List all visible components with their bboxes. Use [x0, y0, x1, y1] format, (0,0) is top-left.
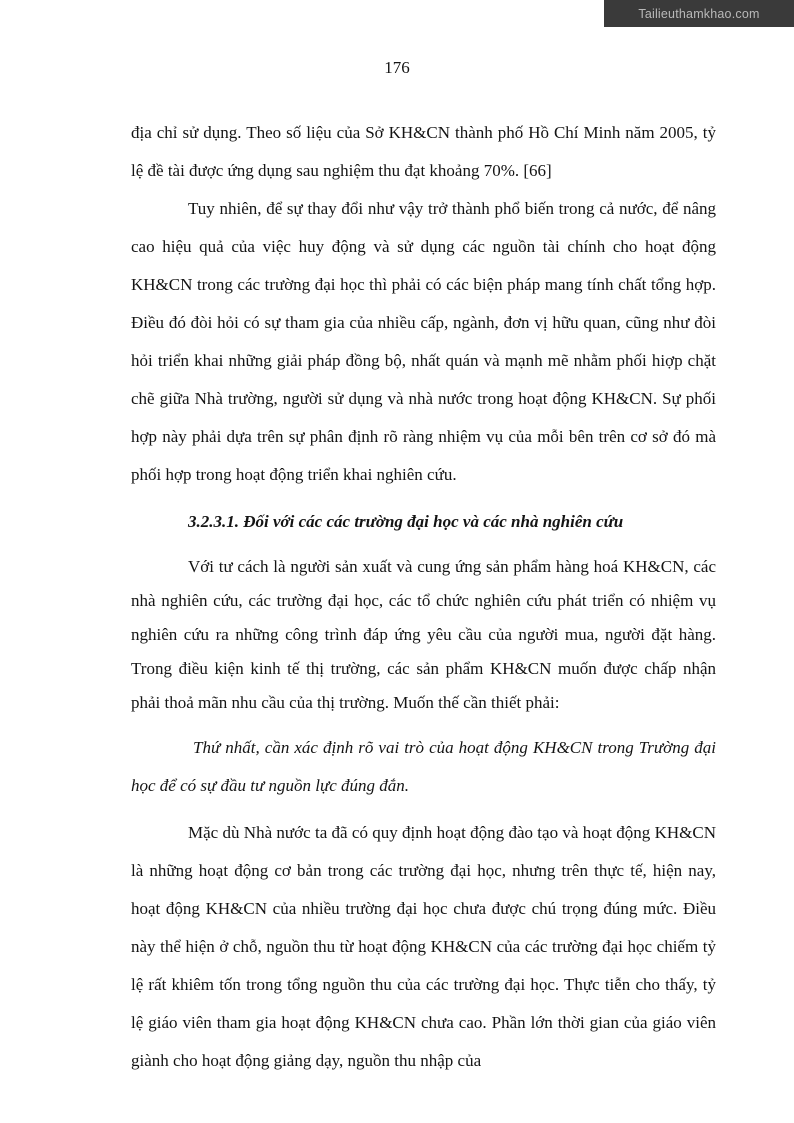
- section-heading-3-2-3-1: 3.2.3.1. Đối với các các trường đại học và các nhà nghiên cứu: [188, 512, 624, 531]
- paragraph-mac-du: Mặc dù Nhà nước ta đã có quy định hoạt động đào tạo và hoạt động KH&CN là những hoạt động cơ bản trong các trường đại học, nhưng trên thực tế, hiện nay, hoạt động KH&CN của nhiều trường đại học chưa được chú trọng đúng mức. Điều này thể hiện ở chỗ, nguồn thu từ hoạt động KH&CN của các trường đại học chiếm tỷ lệ rất khiêm tốn trong tổng nguồn thu của các trường đại học. Thực tiễn cho thấy, tỷ lệ giáo viên tham gia hoạt động KH&CN chưa cao. Phần lớn thời gian của giáo viên giành cho hoạt động giảng dạy, nguồn thu nhập của: [131, 823, 716, 1070]
- watermark-text: Tailieuthamkhao.com: [638, 6, 760, 21]
- document-body: [131, 114, 716, 1080]
- paragraph-thu-nhat: Thứ nhất, cần xác định rõ vai trò của hoạt động KH&CN trong Trường đại học để có sự đầu tư nguồn lực đúng đắn.: [131, 738, 716, 795]
- page-number: 176: [384, 58, 410, 77]
- paragraph-intro: địa chỉ sử dụng. Theo số liệu của Sở KH&CN thành phố Hồ Chí Minh năm 2005, tỷ lệ đề tài được ứng dụng sau nghiệm thu đạt khoảng 70%. [66]: [131, 123, 716, 180]
- paragraph-tuy-nhien: Tuy nhiên, để sự thay đổi như vậy trở thành phổ biến trong cả nước, để nâng cao hiệu quả của việc huy động và sử dụng các nguồn tài chính cho hoạt động KH&CN trong các trường đại học thì phải có các biện pháp mang tính chất tổng hợp. Điều đó đòi hỏi có sự tham gia của nhiều cấp, ngành, đơn vị hữu quan, cũng như đòi hỏi triển khai những giải pháp đồng bộ, nhất quán và mạnh mẽ nhằm phối hiợp chặt chẽ giữa Nhà trường, người sử dụng và nhà nước trong hoạt động KH&CN. Sự phối hợp này phải dựa trên sự phân định rõ ràng nhiệm vụ của mỗi bên trên cơ sở đó mà phối hợp trong hoạt động triển khai nghiên cứu.: [131, 199, 716, 484]
- watermark-badge: [604, 0, 794, 27]
- paragraph-voi-tu-cach: Với tư cách là người sản xuất và cung ứng sản phẩm hàng hoá KH&CN, các nhà nghiên cứu, các trường đại học, các tổ chức nghiên cứu phát triển có nhiệm vụ nghiên cứu ra những công trình đáp ứng yêu cầu của người mua, người đặt hàng. Trong điều kiện kinh tế thị trường, các sản phẩm KH&CN muốn được chấp nhận phải thoả mãn nhu cầu của thị trường. Muốn thế cần thiết phải:: [131, 557, 716, 712]
